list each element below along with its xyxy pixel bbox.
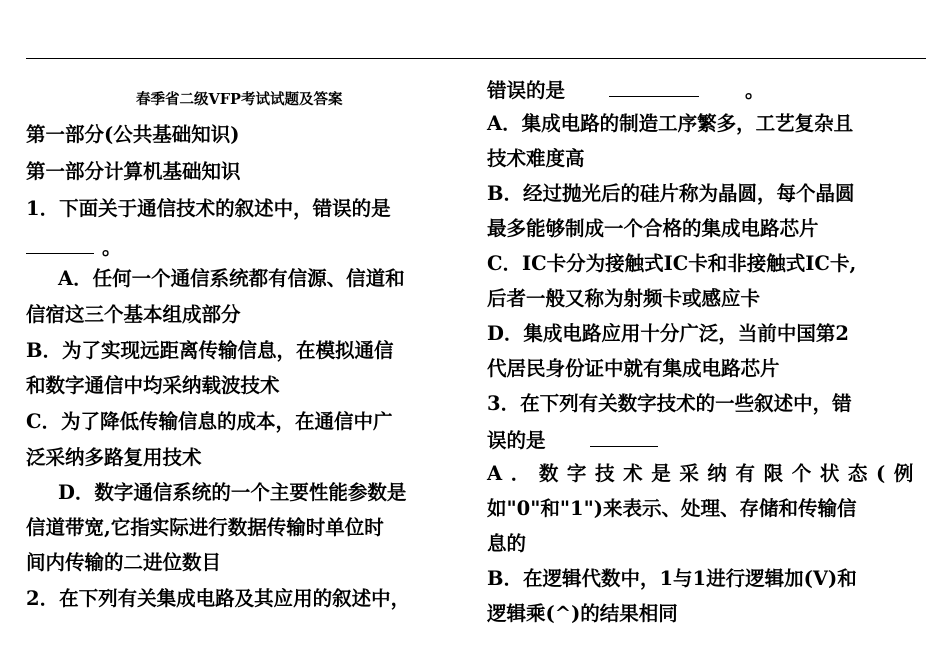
answer-blank (26, 234, 94, 254)
question-1-blank-line (26, 234, 122, 260)
question-1-option-c: C．为了降低传输信息的成本，在通信中广 (26, 410, 393, 433)
question-3-option-b: B．在逻辑代数中，1与1进行逻辑加(V)和 (487, 567, 857, 590)
question-3-option-a-cont: 如"0"和"1")来表示、处理、存储和传输信 (487, 497, 857, 520)
answer-blank (609, 77, 699, 97)
answer-blank (590, 427, 658, 447)
document-title: 春季省二级VFP考试试题及答案 (136, 91, 343, 108)
question-3-option-a-cont2: 息的 (487, 532, 527, 555)
question-2-option-a-cont: 技术难度高 (487, 147, 585, 170)
question-3-stem: 3．在下列有关数字技术的一些叙述中，错 (487, 392, 852, 415)
question-1-option-c-cont: 泛采纳多路复用技术 (26, 446, 202, 469)
section-heading: 第一部分(公共基础知识) (26, 123, 240, 146)
question-3-option-b-cont: 逻辑乘(^)的结果相同 (487, 602, 678, 625)
question-3-stem-text: 误的是 (487, 429, 546, 452)
question-2-option-c-cont: 后者一般又称为射频卡或感应卡 (487, 287, 761, 310)
question-1-option-b-cont: 和数字通信中均采纳载波技术 (26, 374, 280, 397)
question-1-option-a: A．任何一个通信系统都有信源、信道和 (58, 267, 405, 290)
question-3-option-a: A．数字技术是采纳有限个状态(例 (487, 462, 922, 485)
question-2-option-a: A．集成电路的制造工序繁多，工艺复杂且 (487, 112, 854, 135)
question-2-option-b: B．经过抛光后的硅片称为晶圆，每个晶圆 (487, 182, 855, 205)
question-2-stem-text: 错误的是 (487, 79, 566, 102)
question-2-option-d-cont: 代居民身份证中就有集成电路芯片 (487, 357, 780, 380)
question-1-stem: 1．下面关于通信技术的叙述中，错误的是 (26, 197, 391, 220)
period-mark: 。 (102, 236, 122, 259)
question-1-option-b: B．为了实现远距离传输信息，在模拟通信 (26, 339, 394, 362)
period-mark: 。 (745, 79, 765, 102)
question-1-option-d: D．数字通信系统的一个主要性能参数是 (58, 481, 407, 504)
question-1-option-d-cont2: 间内传输的二进位数目 (26, 551, 222, 574)
question-2-option-c: C．IC卡分为接触式IC卡和非接触式IC卡, (487, 252, 857, 275)
question-3-stem-cont (487, 427, 658, 453)
subsection-heading: 第一部分计算机基础知识 (26, 160, 241, 183)
question-1-option-a-cont: 信宿这三个基本组成部分 (26, 303, 241, 326)
header-rule (26, 58, 926, 59)
question-2-stem: 2．在下列有关集成电路及其应用的叙述中， (26, 587, 411, 610)
question-2-option-d: D．集成电路应用十分广泛，当前中国第2 (487, 322, 849, 345)
question-2-stem-cont (487, 77, 765, 103)
question-2-option-b-cont: 最多能够制成一个合格的集成电路芯片 (487, 217, 819, 240)
question-1-option-d-cont: 信道带宽,它指实际进行数据传输时单位时 (26, 516, 384, 539)
